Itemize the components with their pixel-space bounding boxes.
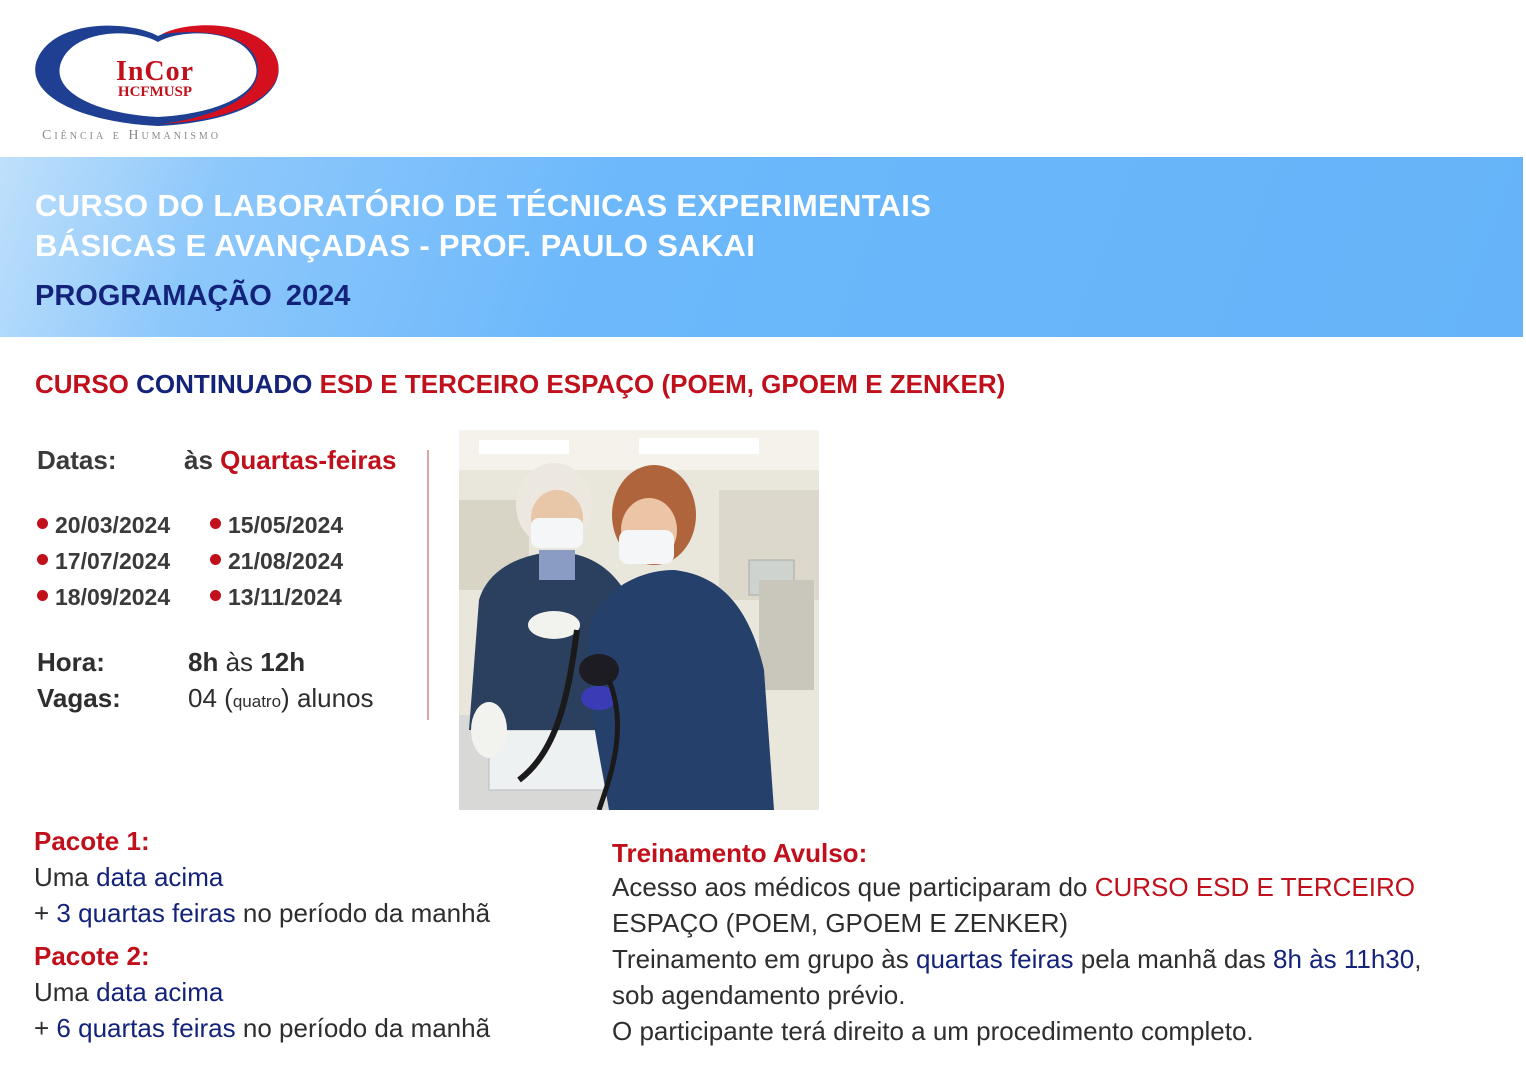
programacao-label: PROGRAMAÇÃO xyxy=(35,280,272,312)
date-text: 13/11/2024 xyxy=(228,584,342,610)
vagas-word: quatro xyxy=(232,692,282,711)
vagas-value xyxy=(188,683,374,714)
hora-start: 8h xyxy=(188,647,219,677)
bullet-icon xyxy=(210,554,221,565)
programacao-title xyxy=(35,280,350,313)
training-photo xyxy=(459,430,819,810)
date-item xyxy=(210,548,343,575)
logo-subtitle: HCFMUSP xyxy=(117,84,193,100)
vagas-paren-open: ( xyxy=(224,683,233,713)
hora-separator: às xyxy=(225,647,254,677)
pacote-1-highlight: data acima xyxy=(96,862,224,892)
treinamento-text: pela manhã das xyxy=(1080,944,1266,974)
dates-label: Datas: xyxy=(37,445,117,475)
title-banner xyxy=(0,157,1523,337)
logo-name: InCor xyxy=(115,56,195,87)
date-item xyxy=(210,512,343,539)
date-text: 17/07/2024 xyxy=(55,548,171,574)
course-heading xyxy=(35,369,1005,400)
hora-value xyxy=(188,647,305,678)
pacote-1-line-1 xyxy=(34,862,223,893)
bullet-icon xyxy=(210,518,221,529)
date-text: 15/05/2024 xyxy=(228,512,344,538)
course-heading-part-2: CONTINUADO xyxy=(136,369,313,399)
pacote-2-highlight: data acima xyxy=(96,977,224,1007)
vagas-label: Vagas: xyxy=(37,683,121,713)
vagas-paren-close: ) xyxy=(281,683,290,713)
banner-title-line-2: BÁSICAS E AVANÇADAS - PROF. PAULO SAKAI xyxy=(35,228,756,263)
pacote-2-title: Pacote 2: xyxy=(34,941,150,971)
treinamento-line-2: ESPAÇO (POEM, GPOEM E ZENKER) xyxy=(612,908,1069,938)
pacote-1-line-2 xyxy=(34,898,490,929)
date-item xyxy=(37,548,170,575)
dates-day-name: Quartas-feiras xyxy=(220,445,397,475)
treinamento-comma: , xyxy=(1414,944,1422,974)
treinamento-text: Treinamento em grupo às xyxy=(612,944,909,974)
treinamento-highlight: CURSO ESD E TERCEIRO xyxy=(1094,872,1415,902)
treinamento-text: Acesso aos médicos que participaram do xyxy=(612,872,1088,902)
treinamento-highlight: quartas feiras xyxy=(915,944,1074,974)
course-heading-part-1: CURSO xyxy=(35,369,129,399)
bullet-icon xyxy=(37,518,48,529)
incor-logo xyxy=(30,18,285,153)
treinamento-hours: 8h às 11h30 xyxy=(1273,944,1415,974)
date-item xyxy=(210,584,342,611)
banner-title-line-1: CURSO DO LABORATÓRIO DE TÉCNICAS EXPERIMENTAIS xyxy=(35,188,932,223)
treinamento-title: Treinamento Avulso: xyxy=(612,838,868,868)
pacote-2-plus: + xyxy=(34,1013,50,1043)
pacote-2-highlight: 6 quartas feiras xyxy=(56,1013,236,1043)
pacote-1-plus: + xyxy=(34,898,50,928)
dates-weekday xyxy=(184,445,396,476)
pacote-1-highlight: 3 quartas feiras xyxy=(56,898,236,928)
vagas-rest: alunos xyxy=(296,683,374,713)
hora-label: Hora: xyxy=(37,647,105,677)
date-item xyxy=(37,584,170,611)
date-text: 20/03/2024 xyxy=(55,512,171,538)
bullet-icon xyxy=(37,590,48,601)
pacote-2-line-1 xyxy=(34,977,223,1008)
pacote-1-text: no período da manhã xyxy=(242,898,491,928)
divider-line xyxy=(427,450,429,720)
bullet-icon xyxy=(210,590,221,601)
logo-tagline: Ciência e Humanismo xyxy=(42,128,221,143)
course-heading-part-3: ESD E TERCEIRO ESPAÇO (POEM, GPOEM E ZENKER) xyxy=(319,369,1006,399)
pacote-2-text: no período da manhã xyxy=(242,1013,491,1043)
dates-prefix: às xyxy=(184,445,213,475)
treinamento-line-4: sob agendamento prévio. xyxy=(612,980,906,1010)
pacote-2-line-2 xyxy=(34,1013,490,1044)
pacote-1-title: Pacote 1: xyxy=(34,826,150,856)
pacote-1-text: Uma xyxy=(34,862,89,892)
hora-end: 12h xyxy=(260,647,306,677)
programacao-year: 2024 xyxy=(285,280,351,312)
bullet-icon xyxy=(37,554,48,565)
pacote-2-text: Uma xyxy=(34,977,89,1007)
date-text: 18/09/2024 xyxy=(55,584,171,610)
date-item xyxy=(37,512,170,539)
vagas-number: 04 xyxy=(188,683,217,713)
treinamento-line-1 xyxy=(612,872,1415,903)
treinamento-line-3 xyxy=(612,944,1421,975)
date-text: 21/08/2024 xyxy=(228,548,344,574)
treinamento-line-5: O participante terá direito a um procedimento completo. xyxy=(612,1016,1254,1046)
